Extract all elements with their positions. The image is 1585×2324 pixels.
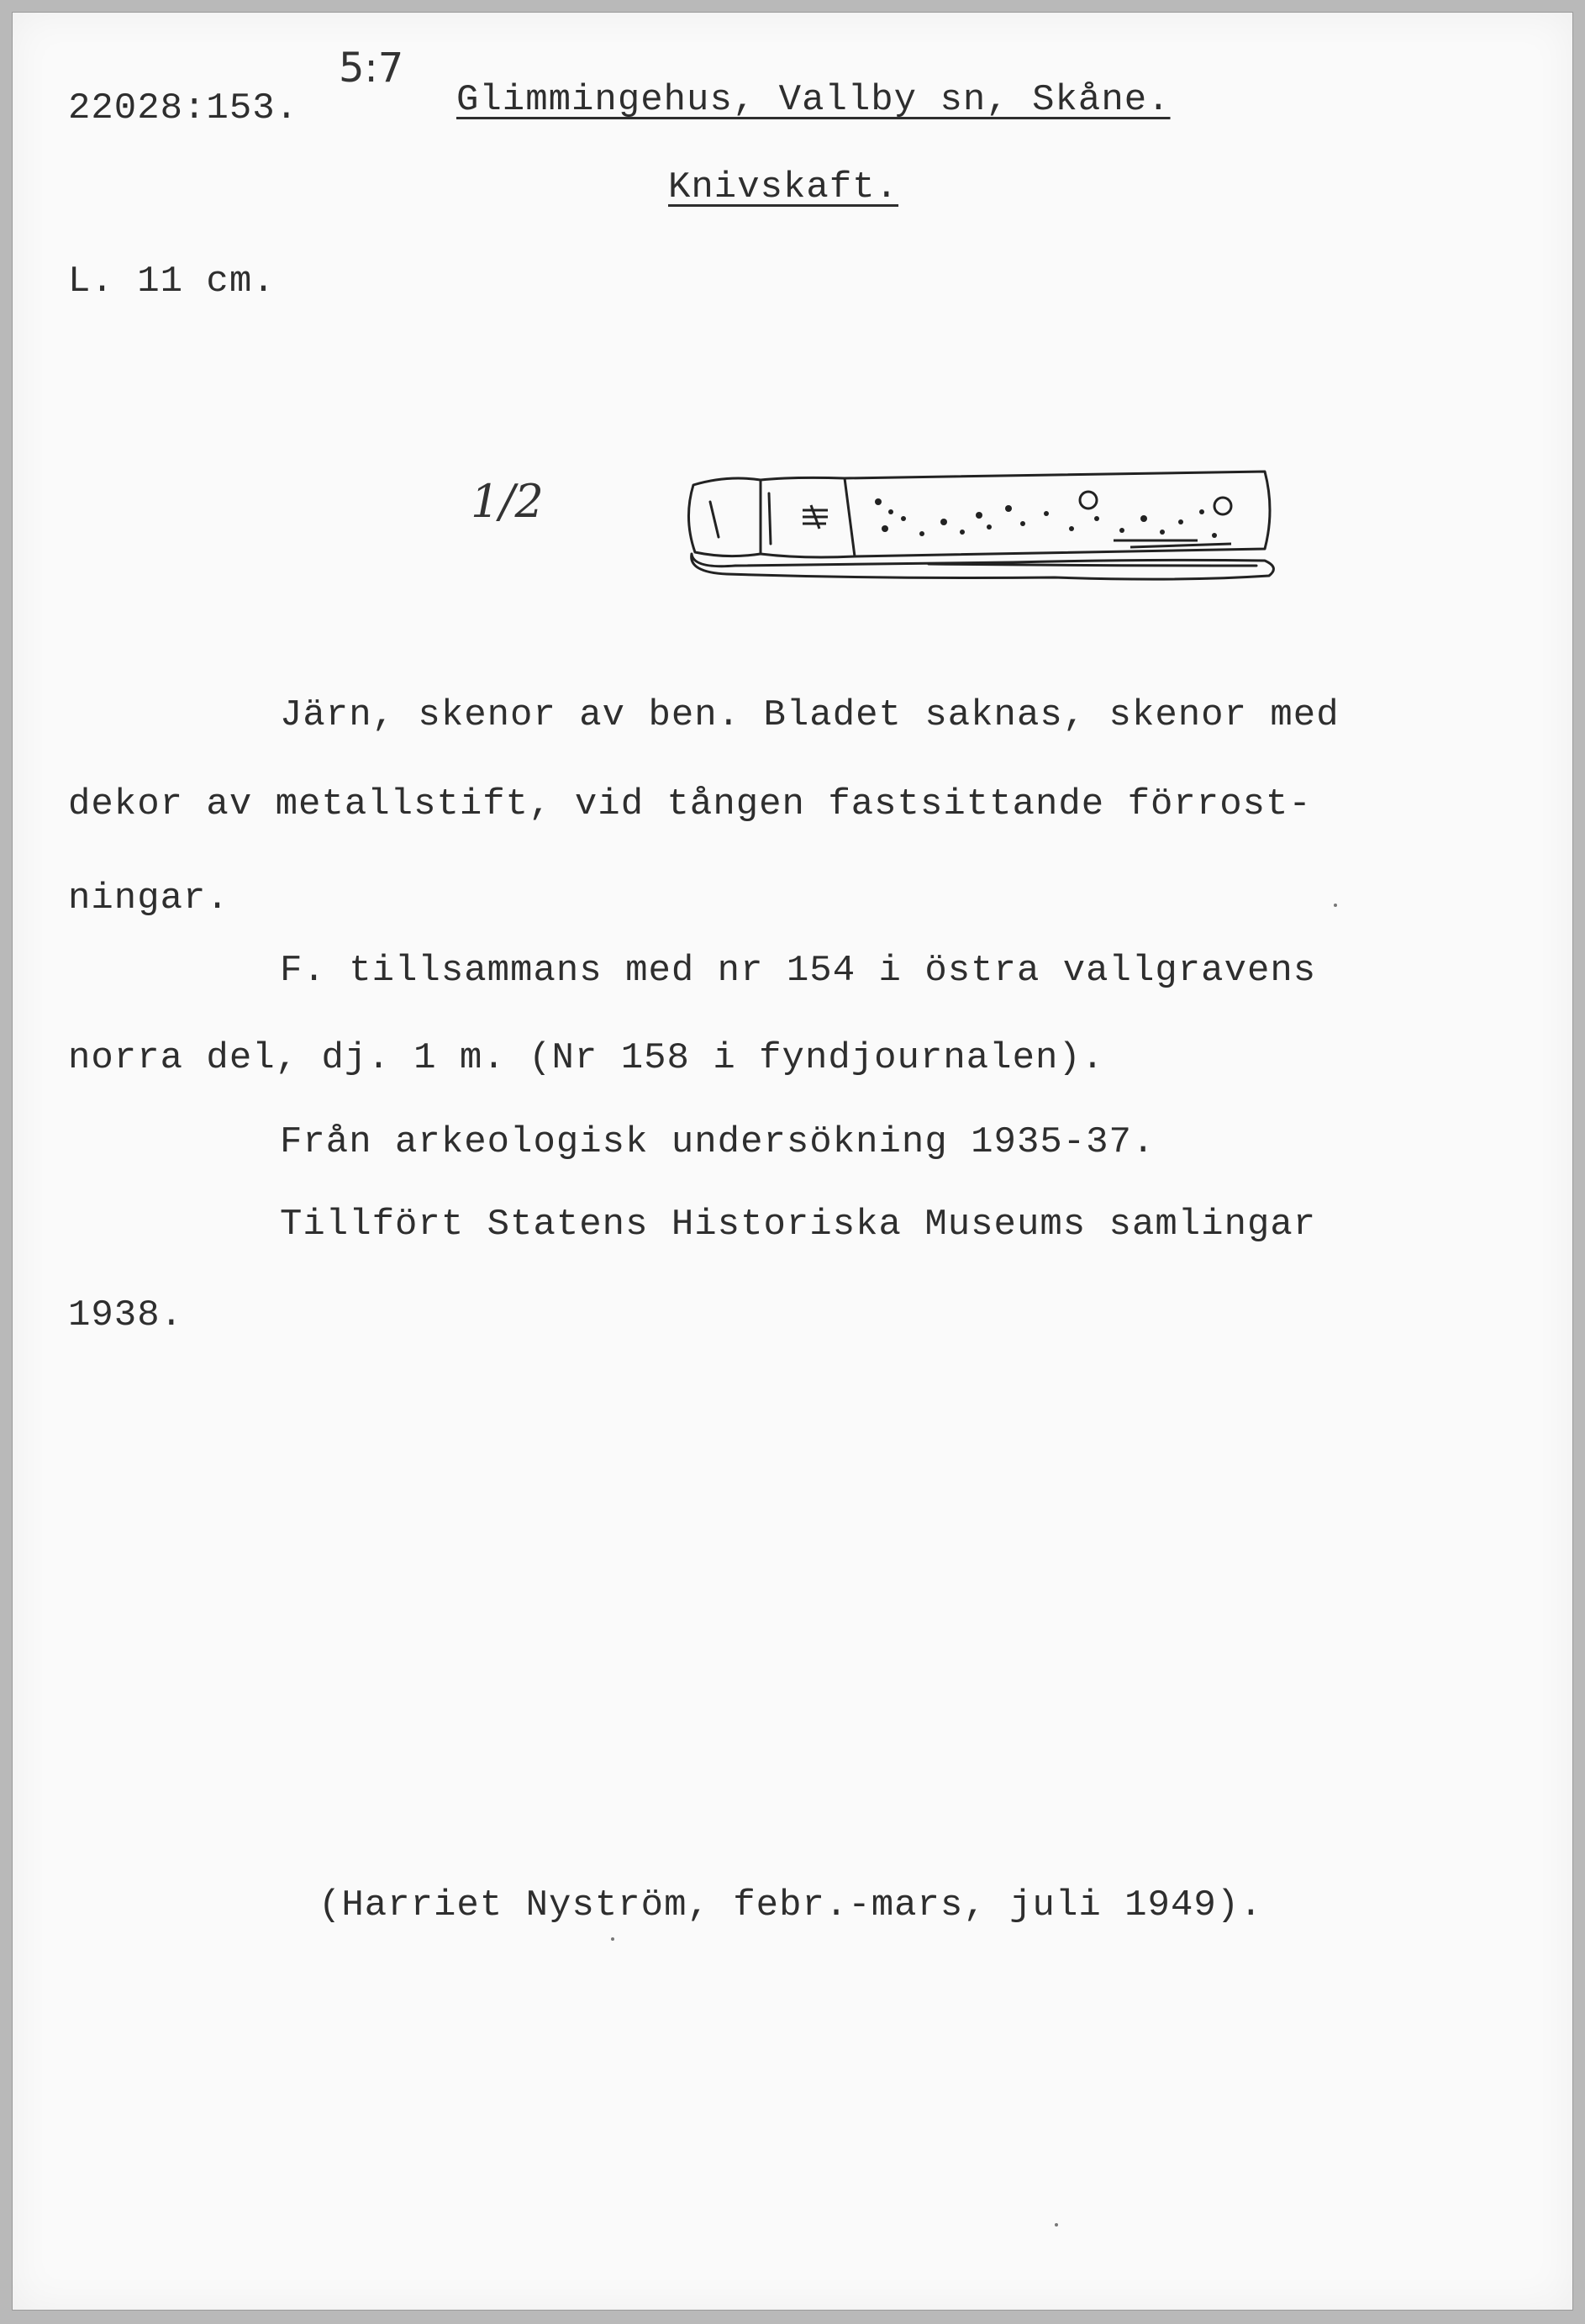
find-context-line-1: F. tillsammans med nr 154 i östra vallgravens: [280, 950, 1317, 992]
excavation-line: Från arkeologisk undersökning 1935-37.: [280, 1121, 1156, 1163]
find-context-line-2: norra del, dj. 1 m. (Nr 158 i fyndjournalen).: [68, 1037, 1105, 1079]
description-line-2: dekor av metallstift, vid tången fastsittande förrost-: [68, 783, 1312, 825]
transfer-line-1: Tillfört Statens Historiska Museums samlingar: [280, 1204, 1317, 1246]
description-line-3: ningar.: [68, 877, 229, 920]
handwritten-note: 5:7: [339, 45, 404, 92]
description-line-1: Järn, skenor av ben. Bladet saknas, skenor med: [280, 694, 1340, 736]
length-measure: L. 11 cm.: [68, 261, 276, 303]
catalog-card: [12, 12, 1573, 2311]
object-title: Knivskaft.: [668, 166, 899, 208]
paper-speck: [1334, 904, 1337, 907]
paper-speck: [611, 1937, 614, 1941]
paper-speck: [1055, 2223, 1058, 2227]
transfer-line-2: 1938.: [68, 1294, 184, 1336]
location-heading: Glimmingehus, Vallby sn, Skåne.: [456, 79, 1171, 121]
accession-number: 22028:153.: [68, 87, 299, 129]
scale-label: 1/2: [471, 475, 544, 528]
knife-handle-drawing: [677, 460, 1290, 598]
author-signature-line: (Harriet Nyström, febr.-mars, juli 1949).: [319, 1884, 1263, 1926]
